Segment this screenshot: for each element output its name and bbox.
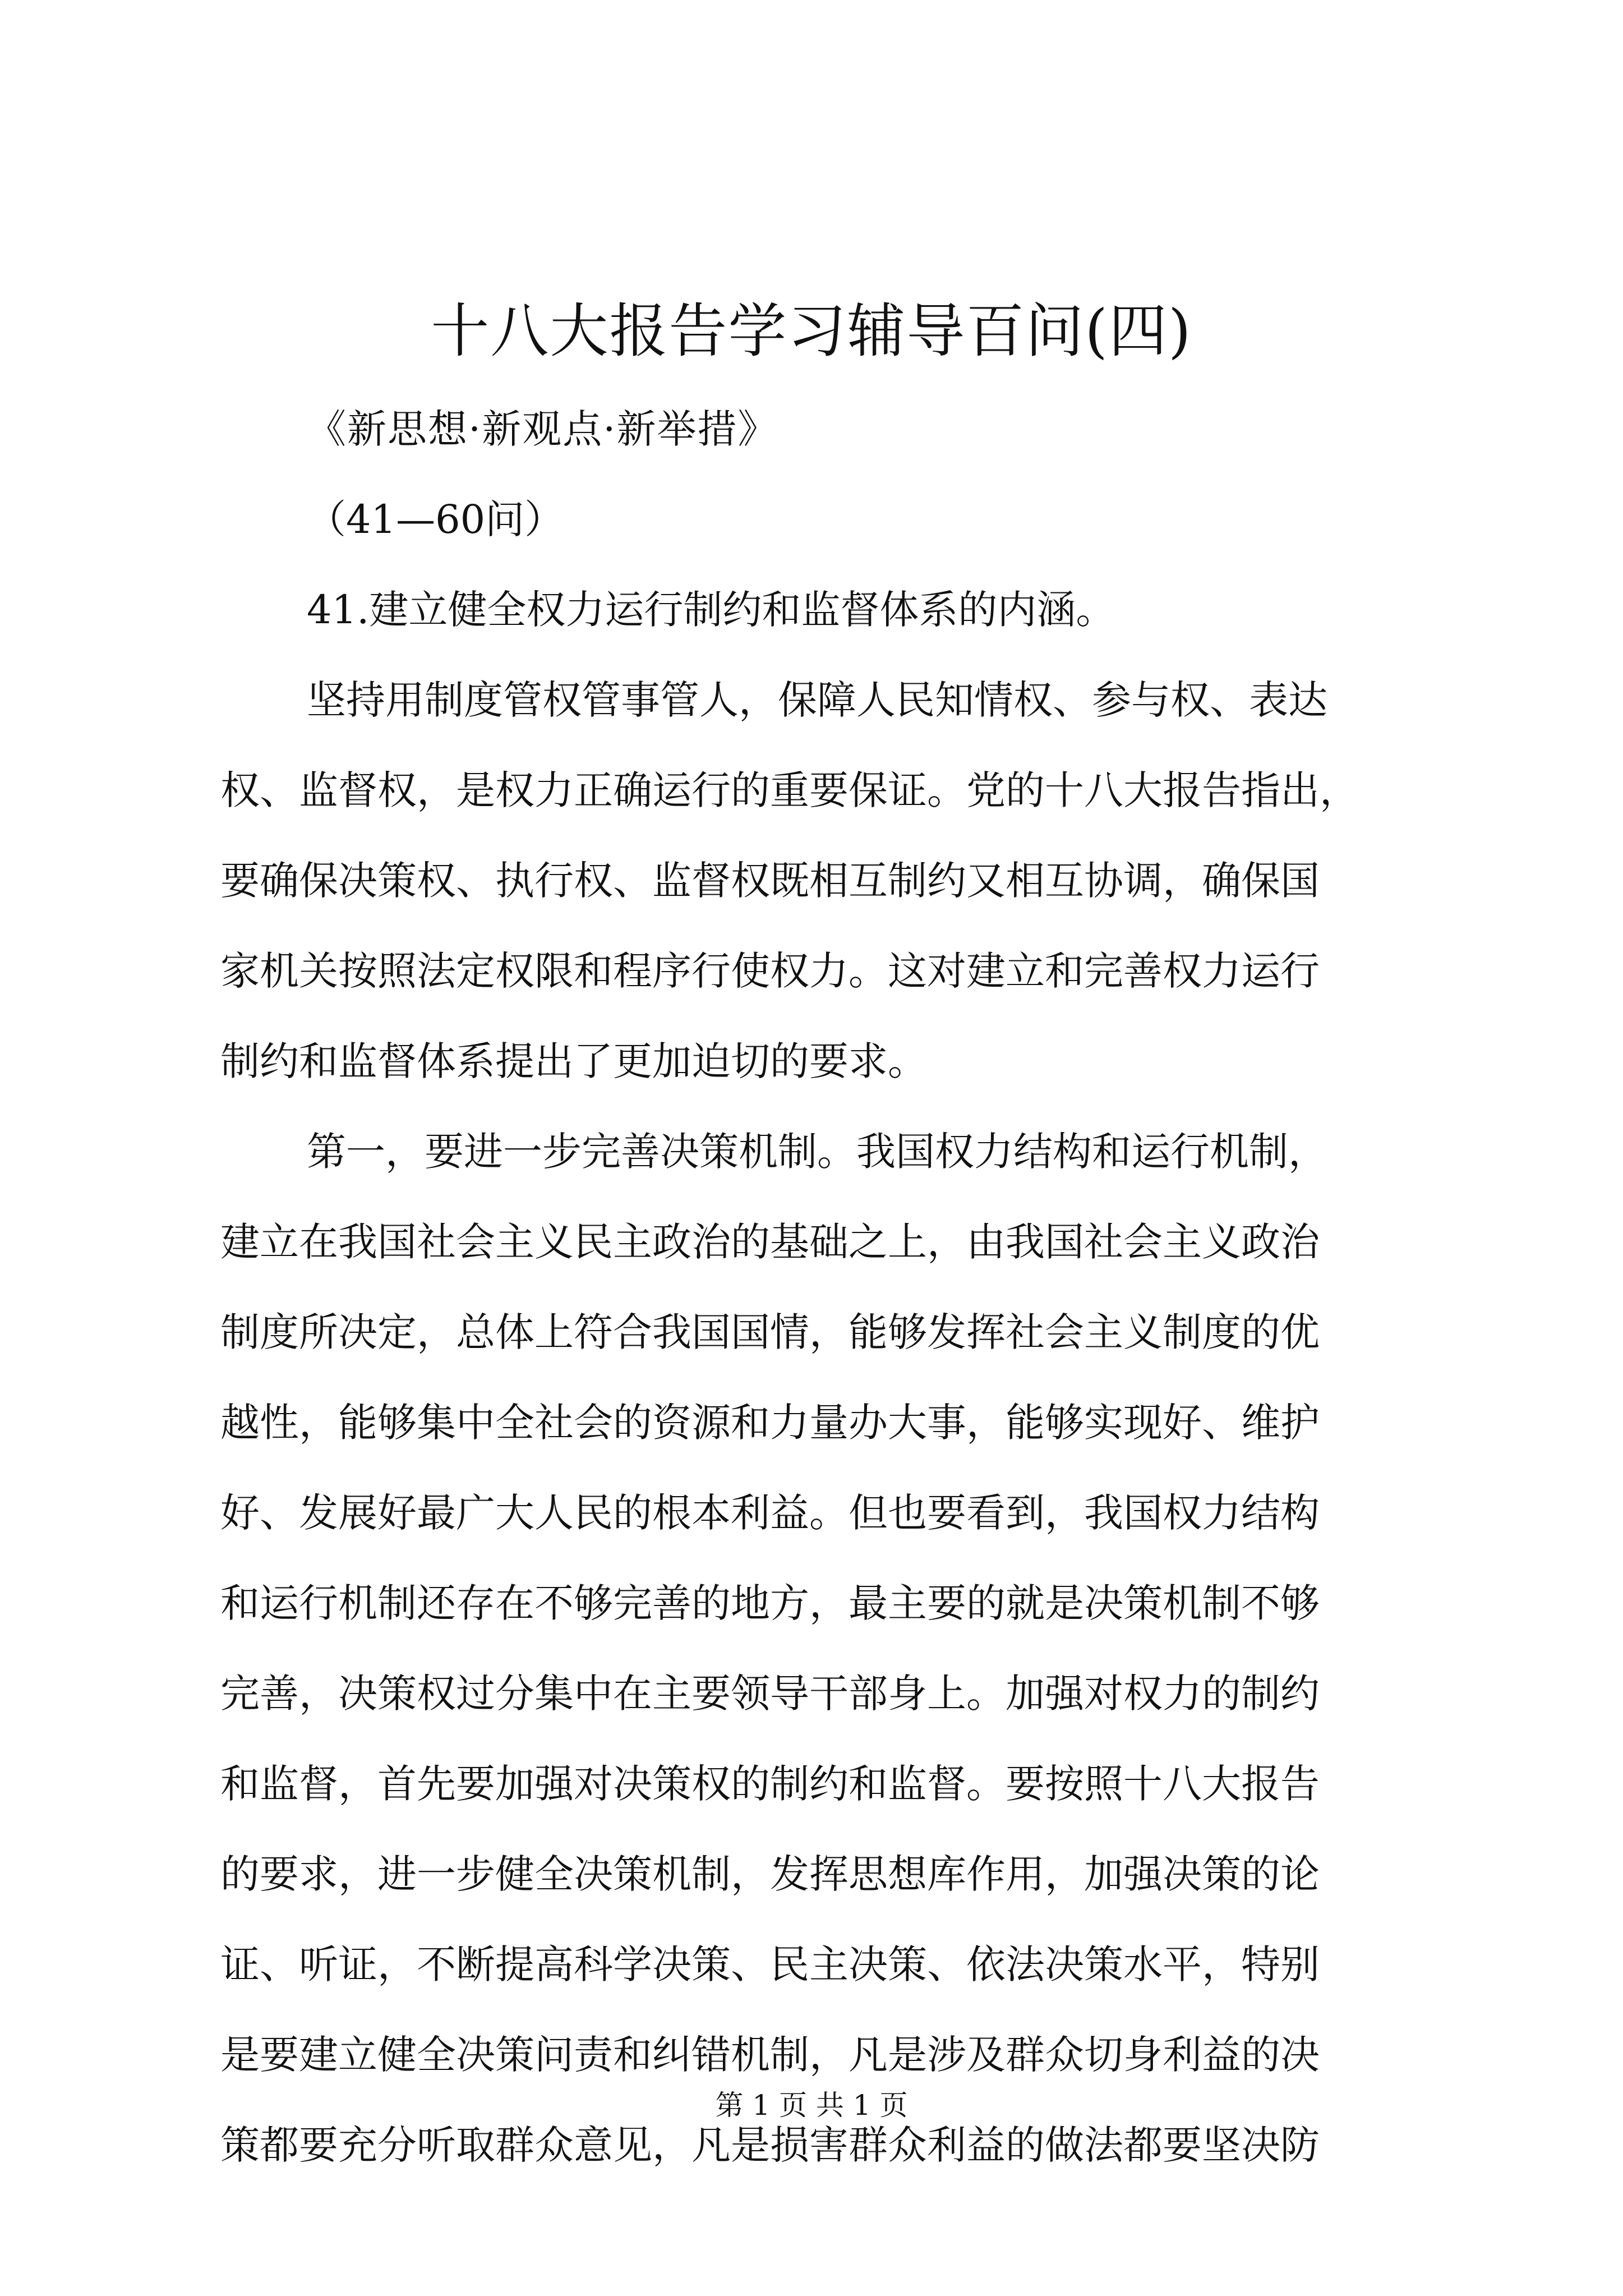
document-body (220, 384, 1421, 2191)
paragraph-line: 策都要充分听取群众意见，凡是损害群众利益的做法都要坚决防 (220, 2122, 1320, 2168)
document-subtitle: 《新思想·新观点·新举措》 (307, 406, 778, 452)
paragraph-line: 坚持用制度管权管事管人，保障人民知情权、参与权、表达 (307, 677, 1327, 723)
paragraph-1 (220, 655, 1421, 1107)
paragraph-line: 和监督，首先要加强对决策权的制约和监督。要按照十八大报告 (220, 1761, 1320, 1807)
paragraph-line: 是要建立健全决策问责和纠错机制，凡是涉及群众切身利益的决 (220, 2032, 1320, 2078)
paragraph-line: 好、发展好最广大人民的根本利益。但也要看到，我国权力结构 (220, 1490, 1320, 1536)
paragraph-line: 建立在我国社会主义民主政治的基础之上，由我国社会主义政治 (220, 1219, 1320, 1265)
paragraph-line: 家机关按照法定权限和程序行使权力。这对建立和完善权力运行 (220, 948, 1320, 994)
paragraph-line: 第一，要进一步完善决策机制。我国权力结构和运行机制， (307, 1129, 1327, 1175)
document-title: 十八大报告学习辅导百问(四) (431, 297, 1192, 365)
paragraph-line: 制约和监督体系提出了更加迫切的要求。 (220, 1038, 927, 1084)
paragraph-2 (220, 1107, 1421, 2191)
question-heading: 41.建立健全权力运行制约和监督体系的内涵。 (307, 587, 1115, 633)
paragraph-line: 的要求，进一步健全决策机制，发挥思想库作用，加强决策的论 (220, 1851, 1320, 1897)
paragraph-line: 权、监督权，是权力正确运行的重要保证。党的十八大报告指出， (220, 767, 1359, 813)
paragraph-line: 要确保决策权、执行权、监督权既相互制约又相互协调，确保国 (220, 858, 1320, 904)
page-footer: 第 1 页 共 1 页 (715, 2089, 908, 2122)
paragraph-line: 证、听证，不断提高科学决策、民主决策、依法决策水平，特别 (220, 1941, 1320, 1987)
paragraph-line: 和运行机制还存在不够完善的地方，最主要的就是决策机制不够 (220, 1580, 1320, 1626)
question-range: （41—60问） (307, 496, 564, 542)
paragraph-line: 完善，决策权过分集中在主要领导干部身上。加强对权力的制约 (220, 1671, 1320, 1717)
paragraph-line: 越性，能够集中全社会的资源和力量办大事，能够实现好、维护 (220, 1400, 1320, 1446)
paragraph-line: 制度所决定，总体上符合我国国情，能够发挥社会主义制度的优 (220, 1309, 1320, 1355)
